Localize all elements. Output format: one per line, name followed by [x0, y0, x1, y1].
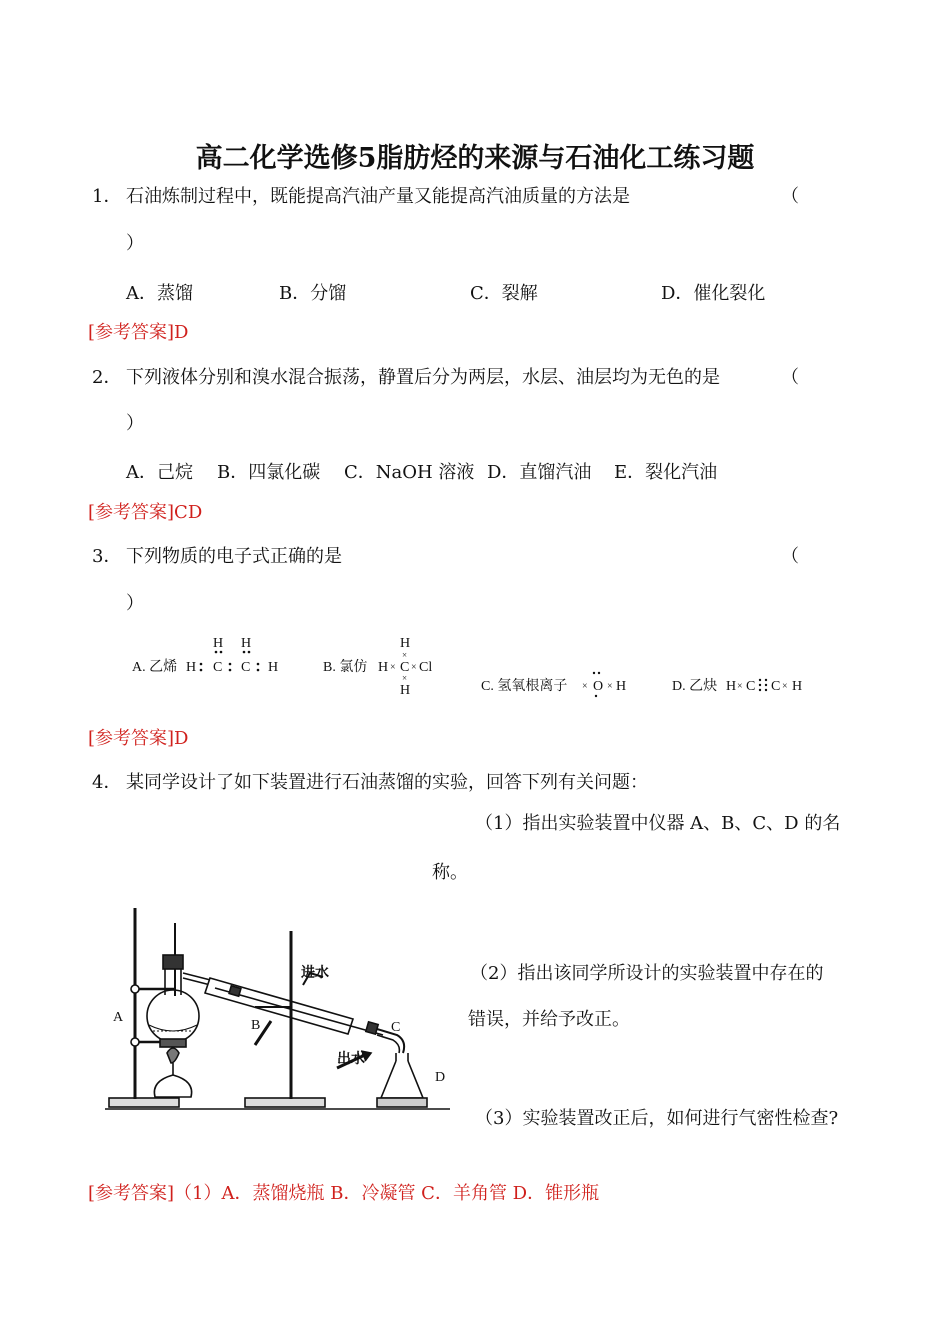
svg-text:H: H	[400, 636, 411, 651]
svg-text:H: H	[792, 679, 803, 694]
paren-open: （	[781, 546, 799, 567]
question-number: 2．	[92, 367, 122, 388]
svg-text:×: ×	[402, 673, 408, 683]
sub-question-2-cont: 错误，并给予改正。	[468, 1009, 630, 1030]
svg-text:H: H	[378, 660, 389, 675]
condenser	[183, 973, 383, 1045]
question-text: 下列液体分别和溴水混合振荡，静置后分为两层，水层、油层均为无色的是	[126, 367, 720, 388]
alcohol-burner	[154, 1048, 191, 1097]
formula-c-label: C. 氢氧根离子	[481, 679, 568, 694]
svg-text:H: H	[400, 683, 411, 698]
svg-text:Cl: Cl	[419, 660, 433, 675]
answer: [参考答案]D	[88, 322, 189, 343]
paren-open: （	[781, 367, 799, 388]
label-water-in: 进水	[301, 966, 329, 981]
question-number: 4．	[92, 772, 122, 793]
distilling-flask	[147, 923, 199, 1047]
page-title: 高二化学选修5脂肪烃的来源与石油化工练习题	[195, 143, 755, 174]
option-a: A．己烷	[126, 462, 193, 483]
svg-text:H: H	[616, 679, 627, 694]
formula-option-a	[132, 636, 278, 675]
label-water-out: 出水	[337, 1052, 365, 1067]
option-b: B．分馏	[279, 283, 347, 304]
question-text: 石油炼制过程中，既能提高汽油产量又能提高汽油质量的方法是	[126, 186, 630, 207]
svg-text:C: C	[771, 679, 781, 694]
paren-close: ）	[126, 233, 144, 254]
svg-text:H: H	[213, 636, 224, 651]
svg-text:×: ×	[411, 662, 417, 673]
option-e: E．裂化汽油	[614, 462, 718, 483]
option-c: C．NaOH 溶液	[344, 462, 475, 483]
label-b: B	[251, 1018, 261, 1033]
question-text: 下列物质的电子式正确的是	[126, 546, 342, 567]
sub-question-2: （2）指出该同学所设计的实验装置中存在的	[470, 963, 824, 984]
paren-open: （	[781, 186, 799, 207]
formula-option-d	[672, 677, 802, 694]
label-c: C	[391, 1020, 401, 1035]
svg-text:×: ×	[390, 662, 396, 673]
svg-text:H: H	[241, 636, 252, 651]
option-b: B．四氯化碳	[217, 462, 321, 483]
svg-text:×: ×	[582, 681, 588, 692]
svg-text:C: C	[213, 660, 223, 675]
distillation-apparatus-figure	[105, 903, 460, 1115]
svg-text:×: ×	[607, 681, 613, 692]
svg-text:×: ×	[782, 681, 788, 692]
formula-option-c	[481, 672, 626, 697]
paren-close: ）	[126, 413, 144, 434]
answer-body: （1）A．蒸馏烧瓶 B．冷凝管 C．羊角管 D．锥形瓶	[174, 1183, 600, 1204]
sub-question-3: （3）实验装置改正后，如何进行气密性检查?	[475, 1108, 839, 1129]
option-d: D．直馏汽油	[487, 462, 592, 483]
conical-flask	[377, 1053, 427, 1107]
svg-text:C: C	[746, 679, 756, 694]
svg-text:O: O	[593, 679, 604, 694]
svg-text:H: H	[186, 660, 197, 675]
svg-text:H: H	[726, 679, 737, 694]
svg-text:C: C	[241, 660, 251, 675]
option-c: C．裂解	[470, 283, 538, 304]
svg-text:×: ×	[737, 681, 743, 692]
sub-question-1: （1）指出实验装置中仪器 A、B、C、D 的名	[475, 813, 841, 834]
svg-text:×: ×	[402, 650, 408, 660]
paren-close: ）	[126, 593, 144, 614]
sub-question-1-cont: 称。	[432, 862, 468, 883]
label-a: A	[113, 1010, 124, 1025]
svg-text:H: H	[268, 660, 279, 675]
electron-formula-options	[120, 628, 840, 708]
formula-b-label: B. 氯仿	[323, 660, 368, 675]
question-number: 1．	[92, 186, 122, 207]
label-d: D	[435, 1070, 446, 1085]
answer: [参考答案]CD	[88, 502, 203, 523]
question-number: 3．	[92, 546, 122, 567]
formula-d-label: D. 乙炔	[672, 679, 718, 694]
option-a: A．蒸馏	[126, 283, 193, 304]
answer	[88, 1183, 599, 1205]
svg-text:C: C	[400, 660, 410, 675]
option-d: D．催化裂化	[661, 283, 766, 304]
question-text: 某同学设计了如下装置进行石油蒸馏的实验，回答下列有关问题：	[126, 772, 648, 793]
formula-a-label: A. 乙烯	[132, 660, 178, 675]
answer: [参考答案]D	[88, 728, 189, 749]
answer-prefix: [参考答案]	[88, 1183, 175, 1204]
formula-option-b	[323, 636, 432, 698]
